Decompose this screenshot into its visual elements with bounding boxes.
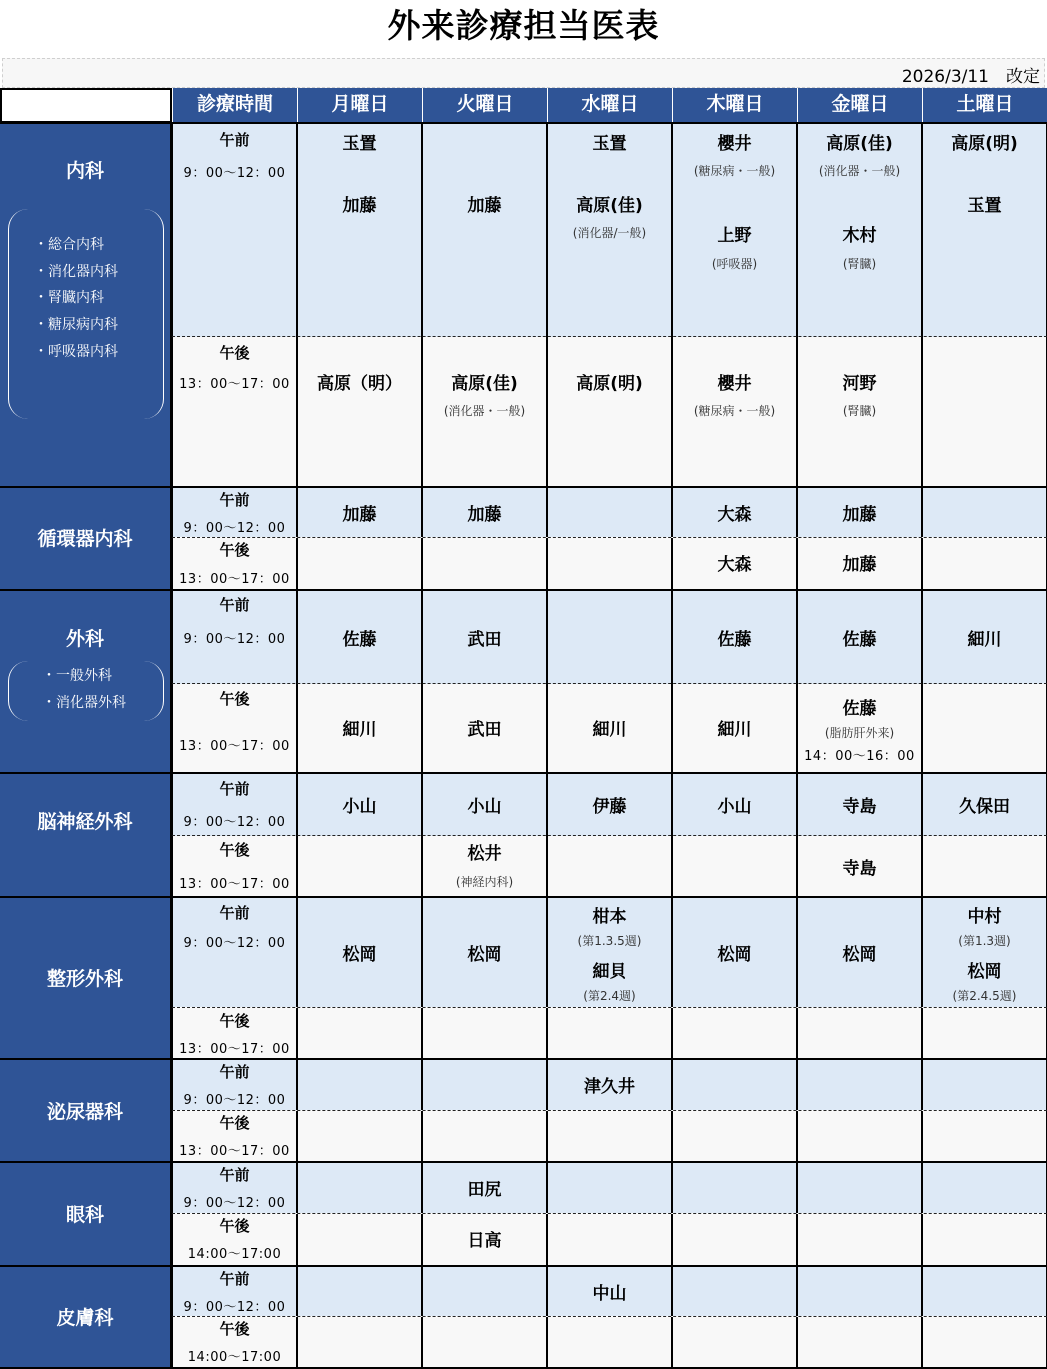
doctor-name: 細川 — [342, 720, 377, 740]
tue-cell — [422, 774, 547, 836]
header-mon: 月曜日 — [297, 88, 422, 123]
doctor-name: 加藤 — [467, 196, 502, 216]
wed-cell — [547, 538, 672, 589]
doctor-name: 細貝 — [592, 962, 627, 982]
mon-cell — [297, 488, 422, 537]
mon-cell — [297, 538, 422, 589]
wed-cell — [547, 684, 672, 772]
doctor-name: 松岡 — [842, 945, 877, 965]
fri-cell — [797, 1111, 922, 1161]
sat-cell — [922, 1267, 1047, 1316]
thu-cell — [672, 488, 797, 537]
doctor-name: 細川 — [717, 720, 752, 740]
fri-cell — [797, 488, 922, 537]
doctor-name: 寺島 — [842, 859, 877, 879]
doctor-note: (糖尿病・一般) — [693, 164, 776, 178]
fri-cell — [797, 1008, 922, 1058]
doctor-name: 細川 — [967, 630, 1002, 650]
tue-cell — [422, 591, 547, 684]
thu-cell — [672, 1163, 797, 1213]
doctor-name: 上野 — [717, 226, 752, 246]
doctor-name: 松岡 — [342, 945, 377, 965]
time-cell — [172, 1267, 297, 1316]
am-hours: 9：00～12：00 — [183, 166, 286, 181]
sat-cell — [922, 337, 1047, 486]
doctor-note: (第1.3週) — [958, 934, 1011, 948]
pm-label: 午後 — [219, 841, 250, 859]
dept-cardio — [0, 486, 172, 590]
thu-cell — [672, 591, 797, 684]
cardio-pm-row — [172, 538, 1047, 589]
time-cell — [172, 124, 297, 337]
doctor-name: 玉置 — [592, 134, 627, 154]
doctor-note: (消化器/一般) — [572, 226, 647, 240]
sat-cell — [922, 538, 1047, 589]
fri-cell — [797, 1267, 922, 1316]
wed-cell — [547, 1214, 672, 1265]
dept-derm — [0, 1265, 172, 1369]
sat-cell — [922, 898, 1047, 1007]
sat-cell — [922, 1111, 1047, 1161]
wed-cell — [547, 591, 672, 684]
doctor-name: 小山 — [717, 797, 752, 817]
doctor-note: (第2.4週) — [583, 989, 636, 1003]
time-cell — [172, 1008, 297, 1058]
tue-cell — [422, 836, 547, 896]
time-cell — [172, 684, 297, 772]
thu-cell — [672, 1214, 797, 1265]
doctor-name: 櫻井 — [717, 374, 752, 394]
time-cell — [172, 1317, 297, 1367]
tue-cell — [422, 1214, 547, 1265]
time-cell — [172, 488, 297, 537]
subspecialty-item: ・消化器外科 — [42, 695, 126, 711]
doctor-name: 玉置 — [342, 134, 377, 154]
am-hours: 9：00～12：00 — [183, 521, 286, 536]
time-cell — [172, 836, 297, 896]
pm-label: 午後 — [219, 690, 250, 708]
tue-cell — [422, 1111, 547, 1161]
am-hours: 9：00～12：00 — [183, 1093, 286, 1108]
doctor-note: (第2.4.5週) — [952, 989, 1017, 1003]
fri-cell — [797, 124, 922, 337]
fri-cell — [797, 337, 922, 486]
schedule-grid — [172, 122, 1047, 1369]
doctor-name: 小山 — [467, 797, 502, 817]
pm-hours: 13：00～17：00 — [179, 877, 290, 892]
sat-cell — [922, 1317, 1047, 1367]
dept-name: 内科 — [65, 160, 104, 182]
wed-cell — [547, 1163, 672, 1213]
doctor-name: 久保田 — [959, 797, 1010, 817]
mon-cell — [297, 684, 422, 772]
ortho-pm-row — [172, 1008, 1047, 1058]
mon-cell — [297, 774, 422, 836]
page-title: 外来診療担当医表 — [387, 6, 660, 45]
wed-cell — [547, 1111, 672, 1161]
sat-cell — [922, 1163, 1047, 1213]
thu-cell — [672, 898, 797, 1007]
doctor-name: 佐藤 — [342, 630, 377, 650]
tue-cell — [422, 1060, 547, 1110]
tue-cell — [422, 684, 547, 772]
thu-cell — [672, 337, 797, 486]
am-label: 午前 — [219, 131, 250, 149]
am-label: 午前 — [219, 1063, 250, 1081]
dept-name: 眼科 — [65, 1204, 104, 1226]
sat-cell — [922, 774, 1047, 836]
dept-name: 泌尿器科 — [46, 1101, 123, 1123]
doctor-name: 佐藤 — [842, 699, 877, 719]
wed-cell — [547, 774, 672, 836]
surgery-pm-row — [172, 684, 1047, 772]
pm-label: 午後 — [219, 1114, 250, 1132]
sat-cell — [922, 684, 1047, 772]
dept-eye — [0, 1161, 172, 1267]
fri-cell — [797, 538, 922, 589]
mon-cell — [297, 1111, 422, 1161]
header-wed: 水曜日 — [547, 88, 672, 123]
pm-hours: 13：00～17：00 — [179, 572, 290, 587]
wed-cell — [547, 1267, 672, 1316]
sat-cell — [922, 836, 1047, 896]
mon-cell — [297, 124, 422, 337]
doctor-note: (糖尿病・一般) — [693, 404, 776, 418]
am-label: 午前 — [219, 780, 250, 798]
pm-hours: 13：00～17：00 — [179, 377, 290, 392]
doctor-note: (消化器・一般) — [818, 164, 901, 178]
sat-cell — [922, 124, 1047, 337]
revision-date: 2026/3/11 改定 — [901, 67, 1040, 87]
thu-cell — [672, 1317, 797, 1367]
mon-cell — [297, 1060, 422, 1110]
pm-label: 午後 — [219, 541, 250, 559]
tue-cell — [422, 1267, 547, 1316]
wed-cell — [547, 1317, 672, 1367]
mon-cell — [297, 1008, 422, 1058]
doctor-name: 大森 — [717, 555, 752, 575]
thu-cell — [672, 1008, 797, 1058]
tue-cell — [422, 538, 547, 589]
am-hours: 9：00～12：00 — [183, 936, 286, 951]
doctor-name: 松岡 — [717, 945, 752, 965]
fri-cell — [797, 774, 922, 836]
doctor-name: 小山 — [342, 797, 377, 817]
thu-cell — [672, 774, 797, 836]
pm-label: 午後 — [219, 1320, 250, 1338]
doctor-note: (腎臓) — [842, 257, 877, 271]
doctor-name: 寺島 — [842, 797, 877, 817]
doctor-name: 加藤 — [467, 505, 502, 525]
mon-cell — [297, 836, 422, 896]
mon-cell — [297, 1317, 422, 1367]
doctor-name: 佐藤 — [717, 630, 752, 650]
dept-uro — [0, 1058, 172, 1163]
wed-cell — [547, 337, 672, 486]
mon-cell — [297, 1267, 422, 1316]
tue-cell — [422, 1317, 547, 1367]
time-cell — [172, 1214, 297, 1265]
doctor-name: 細川 — [592, 720, 627, 740]
wed-cell — [547, 898, 672, 1007]
header-sat: 土曜日 — [922, 88, 1047, 123]
doctor-name: 伊藤 — [592, 797, 627, 817]
mon-cell — [297, 337, 422, 486]
wed-cell — [547, 124, 672, 337]
time-cell — [172, 774, 297, 836]
time-cell — [172, 591, 297, 684]
pm-hours: 14:00～17:00 — [187, 1247, 282, 1262]
doctor-name: 津久井 — [584, 1077, 635, 1097]
doctor-name: 大森 — [717, 505, 752, 525]
pm-label: 午後 — [219, 344, 250, 362]
wed-cell — [547, 836, 672, 896]
fri-cell — [797, 591, 922, 684]
fri-cell — [797, 1214, 922, 1265]
fri-cell — [797, 1060, 922, 1110]
subspecialty-item: ・総合内科 — [34, 237, 104, 253]
pm-hours: 14:00～17:00 — [187, 1350, 282, 1365]
doctor-name: 田尻 — [467, 1180, 502, 1200]
sat-cell — [922, 1060, 1047, 1110]
pm-hours: 13：00～17：00 — [179, 1042, 290, 1057]
am-label: 午前 — [219, 491, 250, 509]
tue-cell — [422, 898, 547, 1007]
tue-cell — [422, 1008, 547, 1058]
internal-pm-row — [172, 337, 1047, 486]
subspecialty-item: ・一般外科 — [42, 668, 112, 684]
am-label: 午前 — [219, 904, 250, 922]
dept-name: 循環器内科 — [37, 528, 133, 550]
tue-cell — [422, 1163, 547, 1213]
eye-am-row — [172, 1161, 1047, 1213]
doctor-name: 中村 — [967, 907, 1002, 927]
header-time: 診療時間 — [172, 88, 297, 123]
time-cell — [172, 1060, 297, 1110]
doctor-name: 加藤 — [342, 196, 377, 216]
dept-name: 外科 — [65, 628, 104, 650]
dept-name: 皮膚科 — [56, 1307, 114, 1329]
mon-cell — [297, 1214, 422, 1265]
fri-cell — [797, 684, 922, 772]
doctor-name: 佐藤 — [842, 630, 877, 650]
doctor-note: (腎臓) — [842, 404, 877, 418]
time-cell — [172, 1163, 297, 1213]
mon-cell — [297, 1163, 422, 1213]
sat-cell — [922, 1214, 1047, 1265]
subspecialty-item: ・糖尿病内科 — [34, 317, 118, 333]
fri-cell — [797, 898, 922, 1007]
time-cell — [172, 538, 297, 589]
subspecialty-item: ・腎臓内科 — [34, 290, 104, 306]
dept-name: 整形外科 — [46, 968, 123, 990]
eye-pm-row — [172, 1214, 1047, 1265]
doctor-name: 武田 — [467, 630, 502, 650]
fri-cell — [797, 1317, 922, 1367]
doctor-name: 高原(明) — [951, 134, 1018, 154]
time-cell — [172, 1111, 297, 1161]
am-label: 午前 — [219, 1270, 250, 1288]
doctor-note: (消化器・一般) — [443, 404, 526, 418]
doctor-name: 高原（明） — [317, 374, 402, 394]
doctor-name: 柑本 — [592, 907, 627, 927]
doctor-name: 中山 — [592, 1284, 627, 1304]
pm-hours: 13：00～17：00 — [179, 1144, 290, 1159]
doctor-name: 高原(佳) — [576, 196, 643, 216]
header-thu: 木曜日 — [672, 88, 797, 123]
thu-cell — [672, 684, 797, 772]
am-hours: 9：00～12：00 — [183, 632, 286, 647]
am-label: 午前 — [219, 596, 250, 614]
doctor-note: (呼吸器) — [711, 257, 758, 271]
cardio-am-row — [172, 486, 1047, 537]
pm-hours: 13：00～17：00 — [179, 739, 290, 754]
tue-cell — [422, 488, 547, 537]
thu-cell — [672, 124, 797, 337]
sat-cell — [922, 488, 1047, 537]
header-blank-cell — [0, 88, 172, 123]
doctor-name: 加藤 — [342, 505, 377, 525]
am-hours: 9：00～12：00 — [183, 1300, 286, 1315]
header-tue: 火曜日 — [422, 88, 547, 123]
doctor-name: 高原(佳) — [826, 134, 893, 154]
revision-row — [2, 58, 1045, 88]
uro-pm-row — [172, 1111, 1047, 1161]
time-cell — [172, 898, 297, 1007]
wed-cell — [547, 488, 672, 537]
doctor-name: 加藤 — [842, 555, 877, 575]
surgery-am-row — [172, 589, 1047, 684]
am-hours: 9：00～12：00 — [183, 1196, 286, 1211]
derm-pm-row — [172, 1317, 1047, 1369]
doctor-name: 武田 — [467, 720, 502, 740]
thu-cell — [672, 1060, 797, 1110]
sat-cell — [922, 591, 1047, 684]
doctor-name: 櫻井 — [717, 134, 752, 154]
pm-label: 午後 — [219, 1012, 250, 1030]
dept-internal — [0, 122, 172, 488]
derm-am-row — [172, 1265, 1047, 1316]
doctor-name: 松岡 — [967, 962, 1002, 982]
doctor-note: (第1.3.5週) — [577, 934, 642, 948]
header-fri: 金曜日 — [797, 88, 922, 123]
dept-name: 脳神経外科 — [37, 811, 133, 833]
internal-am-row — [172, 122, 1047, 337]
mon-cell — [297, 591, 422, 684]
fri-cell — [797, 1163, 922, 1213]
pm-label: 午後 — [219, 1217, 250, 1235]
doctor-name: 玉置 — [967, 196, 1002, 216]
tue-cell — [422, 337, 547, 486]
subspecialty-item: ・消化器内科 — [34, 264, 118, 280]
special-hours: 14：00～16：00 — [804, 749, 915, 764]
mon-cell — [297, 898, 422, 1007]
tue-cell — [422, 124, 547, 337]
doctor-name: 高原(佳) — [451, 374, 518, 394]
doctor-name: 河野 — [842, 374, 877, 394]
wed-cell — [547, 1008, 672, 1058]
am-label: 午前 — [219, 1166, 250, 1184]
doctor-name: 加藤 — [842, 505, 877, 525]
doctor-name: 松岡 — [467, 945, 502, 965]
doctor-name: 高原(明) — [576, 374, 643, 394]
doctor-name: 木村 — [842, 226, 877, 246]
neuro-am-row — [172, 772, 1047, 836]
ortho-am-row — [172, 896, 1047, 1007]
wed-cell — [547, 1060, 672, 1110]
thu-cell — [672, 1267, 797, 1316]
thu-cell — [672, 836, 797, 896]
thu-cell — [672, 1111, 797, 1161]
thu-cell — [672, 538, 797, 589]
doctor-name: 松井 — [467, 844, 502, 864]
doctor-note: (脂肪肝外来) — [824, 726, 895, 740]
dept-ortho — [0, 896, 172, 1060]
neuro-pm-row — [172, 836, 1047, 896]
time-cell — [172, 337, 297, 486]
fri-cell — [797, 836, 922, 896]
subspecialty-item: ・呼吸器内科 — [34, 344, 118, 360]
sat-cell — [922, 1008, 1047, 1058]
doctor-note: (神経内科) — [455, 875, 514, 889]
uro-am-row — [172, 1058, 1047, 1110]
doctor-name: 日高 — [467, 1231, 502, 1251]
am-hours: 9：00～12：00 — [183, 815, 286, 830]
dept-neuro — [0, 772, 172, 898]
dept-surgery — [0, 589, 172, 774]
